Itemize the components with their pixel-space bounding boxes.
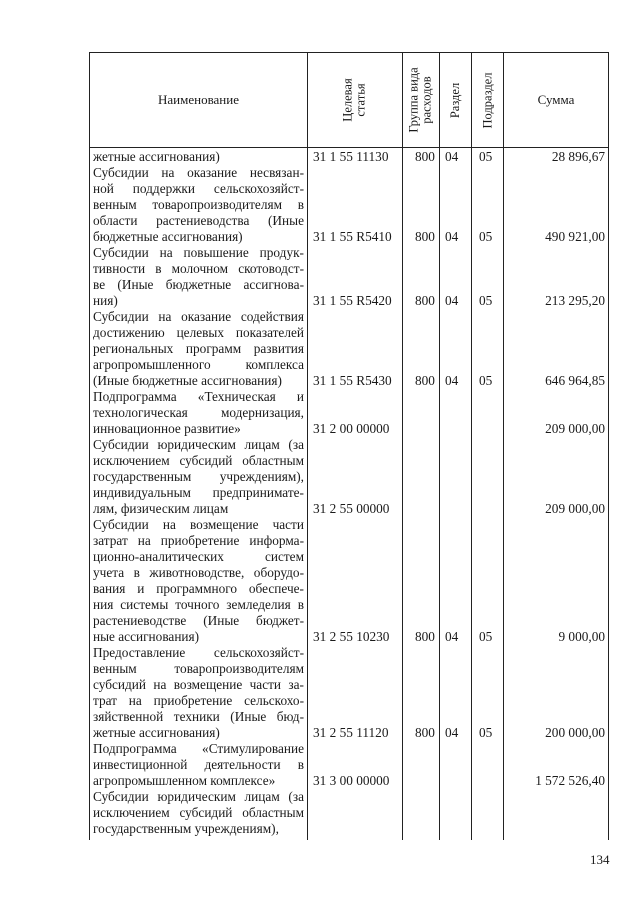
cell-section: 04 [445,149,459,164]
row-name-line: Субсидии юридическим лицам (за [93,437,304,452]
row-name-line: венным товаропроизводителям [93,661,304,676]
row-name-line: жетные ассигнования) [93,725,220,740]
row-name-line: инновационное развитие» [93,421,241,436]
row-name-line: вания и программного обеспече- [93,581,304,596]
header-target-label [342,78,368,121]
header-group-line1: Группа вида [407,67,422,133]
cell-target: 31 1 55 R5410 [313,229,392,244]
row-name-line: технологическая модернизация, [93,405,304,420]
row-name-line: субсидий на возмещение части за- [93,677,304,692]
cell-section: 04 [445,629,459,644]
column-divider [471,52,472,840]
cell-group: 800 [415,373,435,388]
cell-group: 800 [415,293,435,308]
cell-sum: 1 572 526,40 [535,773,605,788]
header-divider [89,147,609,148]
row-name-line: области растениеводства (Иные [93,213,304,228]
row-name-line: ве (Иные бюджетные ассигнова- [93,277,304,292]
table-border-right [608,52,609,840]
cell-sum: 213 295,20 [545,293,605,308]
cell-sum: 200 000,00 [545,725,605,740]
row-name-line: достижению целевых показателей [93,325,304,340]
row-name-line: Подпрограмма «Техническая и [93,389,304,404]
row-name-line: венным товаропроизводителям в [93,197,304,212]
row-name-line: инвестиционной деятельности в [93,757,304,772]
cell-section: 04 [445,373,459,388]
row-name-line: лям, физическим лицам [93,501,229,516]
budget-table [89,52,609,840]
header-name-label: Наименование [158,92,239,107]
row-name-line: Субсидии юридическим лицам (за [93,789,304,804]
cell-sum: 646 964,85 [545,373,605,388]
cell-sum: 209 000,00 [545,421,605,436]
row-name-line: жетные ассигнования) [93,149,220,164]
header-name [90,53,307,147]
row-name-line: агропромышленном комплексе» [93,773,276,788]
column-divider [439,52,440,840]
cell-sum: 28 896,67 [551,149,605,164]
row-name-line: учета в животноводстве, оборудо- [93,565,304,580]
column-divider [503,52,504,840]
header-section [440,53,471,147]
cell-group: 800 [415,229,435,244]
row-name-line: (Иные бюджетные ассигнования) [93,373,282,388]
cell-section: 04 [445,293,459,308]
header-group-label [408,67,434,132]
header-group-line2: расходов [420,76,435,124]
cell-subsection: 05 [479,293,493,308]
cell-target: 31 2 55 10230 [313,629,390,644]
cell-group: 800 [415,149,435,164]
row-name-line: исключением субсидий областным [93,805,304,820]
cell-subsection: 05 [479,373,493,388]
cell-target: 31 1 55 R5430 [313,373,392,388]
table-border-left [89,52,90,840]
row-name-line: Субсидии на повышение продук- [93,245,304,260]
row-name-line: ной поддержки сельскохозяйст- [93,181,304,196]
row-name-line: Субсидии на возмещение части [93,517,304,532]
cell-subsection: 05 [479,149,493,164]
cell-target: 31 2 00 00000 [313,421,390,436]
cell-sum: 490 921,00 [545,229,605,244]
row-name-line: зяйственной техники (Иные бюд- [93,709,304,724]
row-name-line: бюджетные ассигнования) [93,229,243,244]
cell-subsection: 05 [479,725,493,740]
header-sum [504,53,608,147]
row-name-line: Подпрограмма «Стимулирование [93,741,304,756]
cell-group: 800 [415,629,435,644]
header-section-label: Раздел [448,82,463,118]
cell-subsection: 05 [479,629,493,644]
row-name-line: тивности в молочном скотоводст- [93,261,304,276]
row-name-line: Субсидии на оказание несвязан- [93,165,304,180]
column-divider [307,52,308,840]
row-name-line: индивидуальным предпринимате- [93,485,304,500]
cell-section: 04 [445,725,459,740]
column-divider [402,52,403,840]
row-name-line: ния системы точного земледелия в [93,597,304,612]
row-name-line: региональных программ развития [93,341,304,356]
header-sum-label: Сумма [537,92,575,107]
row-name-line: Субсидии на оказание содействия [93,309,304,324]
cell-target: 31 2 55 00000 [313,501,390,516]
cell-sum: 209 000,00 [545,501,605,516]
row-name-line: агропромышленного комплекса [93,357,304,372]
page-number: 134 [590,852,610,867]
header-subsection [472,53,503,147]
row-name-line: ния) [93,293,118,308]
cell-target: 31 1 55 11130 [313,149,389,164]
cell-subsection: 05 [479,229,493,244]
row-name-line: государственным учреждениям), [93,821,279,836]
row-name-line: ционно-аналитических систем [93,549,304,564]
row-name-line: трат на приобретение сельскохо- [93,693,304,708]
row-name-line: ные ассигнования) [93,629,200,644]
header-subsection-label: Подраздел [480,72,494,128]
cell-target: 31 3 00 00000 [313,773,390,788]
row-name-line: Предоставление сельскохозяйст- [93,645,304,660]
cell-target: 31 2 55 11120 [313,725,389,740]
header-target [308,53,402,147]
cell-section: 04 [445,229,459,244]
row-name-line: растениеводстве (Иные бюджет- [93,613,304,628]
row-name-line: исключением субсидий областным [93,453,304,468]
cell-group: 800 [415,725,435,740]
header-target-line2: статья [354,83,368,117]
cell-target: 31 1 55 R5420 [313,293,392,308]
header-group [403,53,439,147]
cell-sum: 9 000,00 [558,629,605,644]
header-target-line1: Целевая [341,78,355,122]
row-name-line: затрат на приобретение информа- [93,533,304,548]
row-name-line: государственным учреждениям), [93,469,304,484]
